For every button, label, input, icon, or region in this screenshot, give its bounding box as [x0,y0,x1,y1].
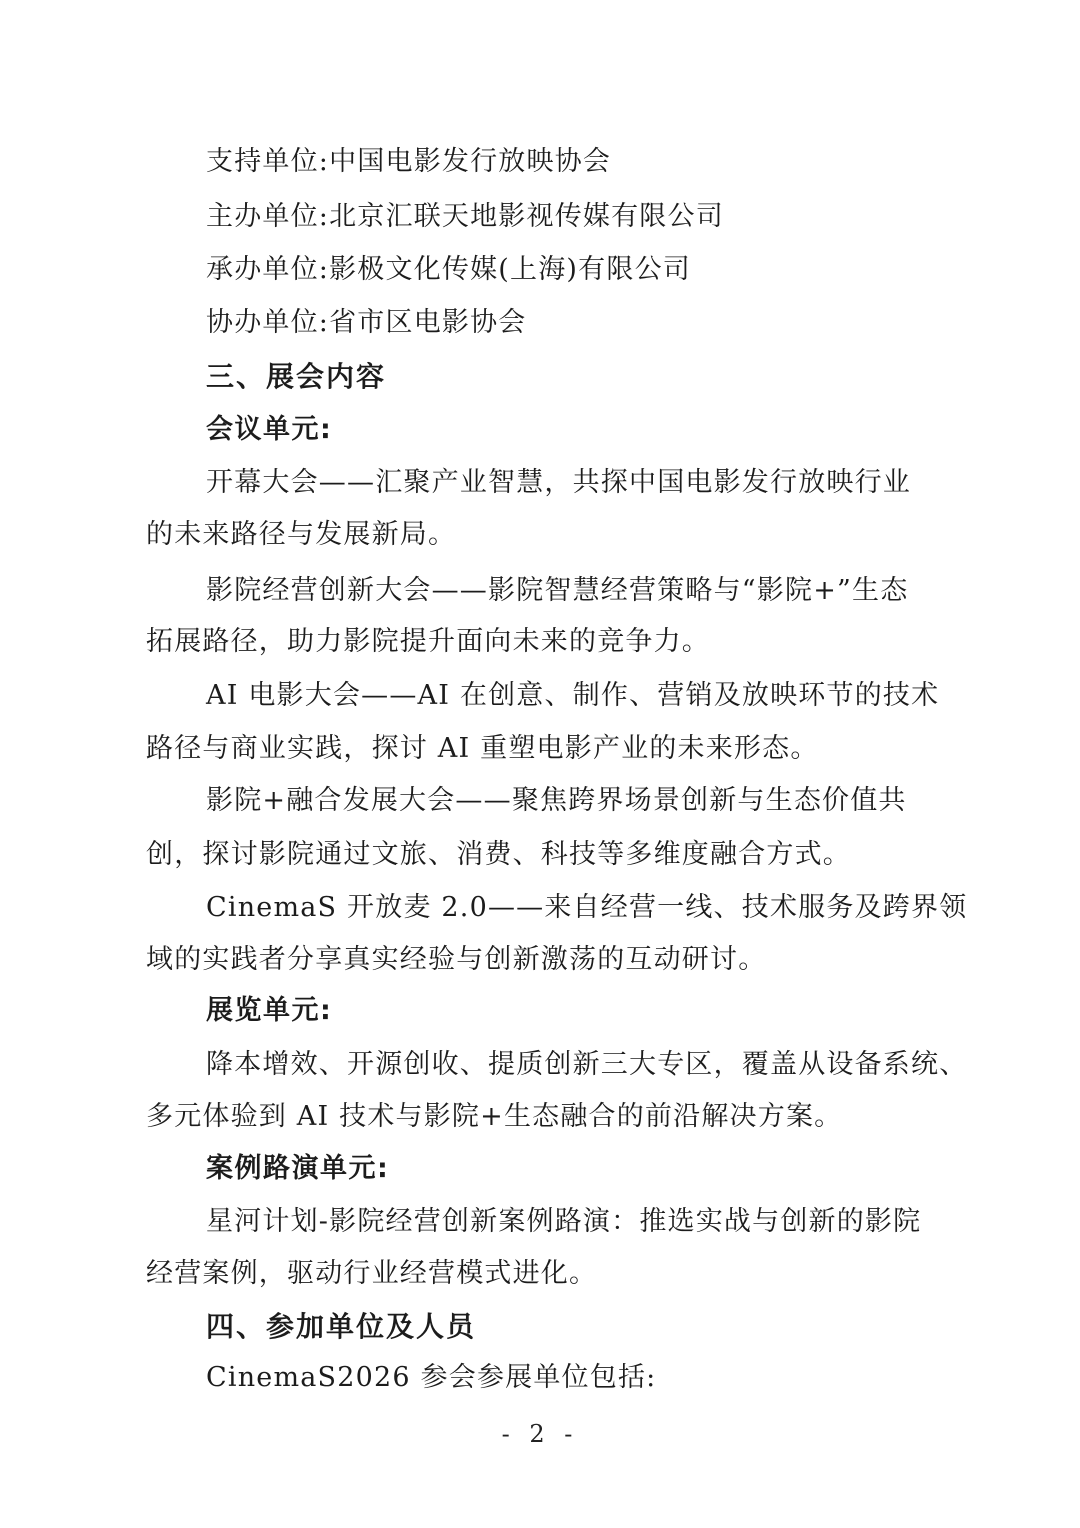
roadshow-line2: 经营案例，驱动行业经营模式进化。 [146,1258,598,1289]
section4-heading: 四、参加单位及人员 [206,1310,477,1343]
exhibition-line2: 多元体验到 AI 技术与影院+生态融合的前沿解决方案。 [146,1101,843,1132]
cohost-unit-line: 协办单位:省市区电影协会 [206,307,527,338]
page-number: - 2 - [501,1420,579,1448]
cinema-plus-line1: 影院+融合发展大会——聚焦跨界场景创新与生态价值共 [206,785,907,816]
cinema-innovation-line1: 影院经营创新大会——影院智慧经营策略与“影院+”生态 [206,575,909,606]
exhibition-line1: 降本增效、开源创收、提质创新三大专区，覆盖从设备系统、 [206,1049,968,1080]
ai-film-line2: 路径与商业实践，探讨 AI 重塑电影产业的未来形态。 [146,733,819,764]
roadshow-unit-heading: 案例路演单元: [206,1153,390,1184]
participants-intro: CinemaS2026 参会参展单位包括: [206,1362,657,1393]
host-unit-line: 主办单位:北京汇联天地影视传媒有限公司 [206,201,724,232]
ai-film-line1: AI 电影大会——AI 在创意、制作、营销及放映环节的技术 [206,680,940,711]
cinema-innovation-line2: 拓展路径，助力影院提升面向未来的竞争力。 [146,626,710,657]
open-mic-line1: CinemaS 开放麦 2.0——来自经营一线、技术服务及跨界领 [206,892,968,923]
cinema-plus-line2: 创，探讨影院通过文旅、消费、科技等多维度融合方式。 [146,839,851,870]
support-unit-line: 支持单位:中国电影发行放映协会 [206,146,612,177]
open-mic-line2: 域的实践者分享真实经验与创新激荡的互动研讨。 [146,944,767,975]
section3-heading: 三、展会内容 [206,360,387,393]
roadshow-line1: 星河计划-影院经营创新案例路演：推选实战与创新的影院 [206,1206,922,1237]
exhibition-unit-heading: 展览单元: [206,995,333,1026]
opening-conference-line1: 开幕大会——汇聚产业智慧，共探中国电影发行放映行业 [206,467,911,498]
conference-unit-heading: 会议单元: [206,414,333,445]
undertake-unit-line: 承办单位:影极文化传媒(上海)有限公司 [206,254,691,285]
opening-conference-line2: 的未来路径与发展新局。 [146,519,457,550]
